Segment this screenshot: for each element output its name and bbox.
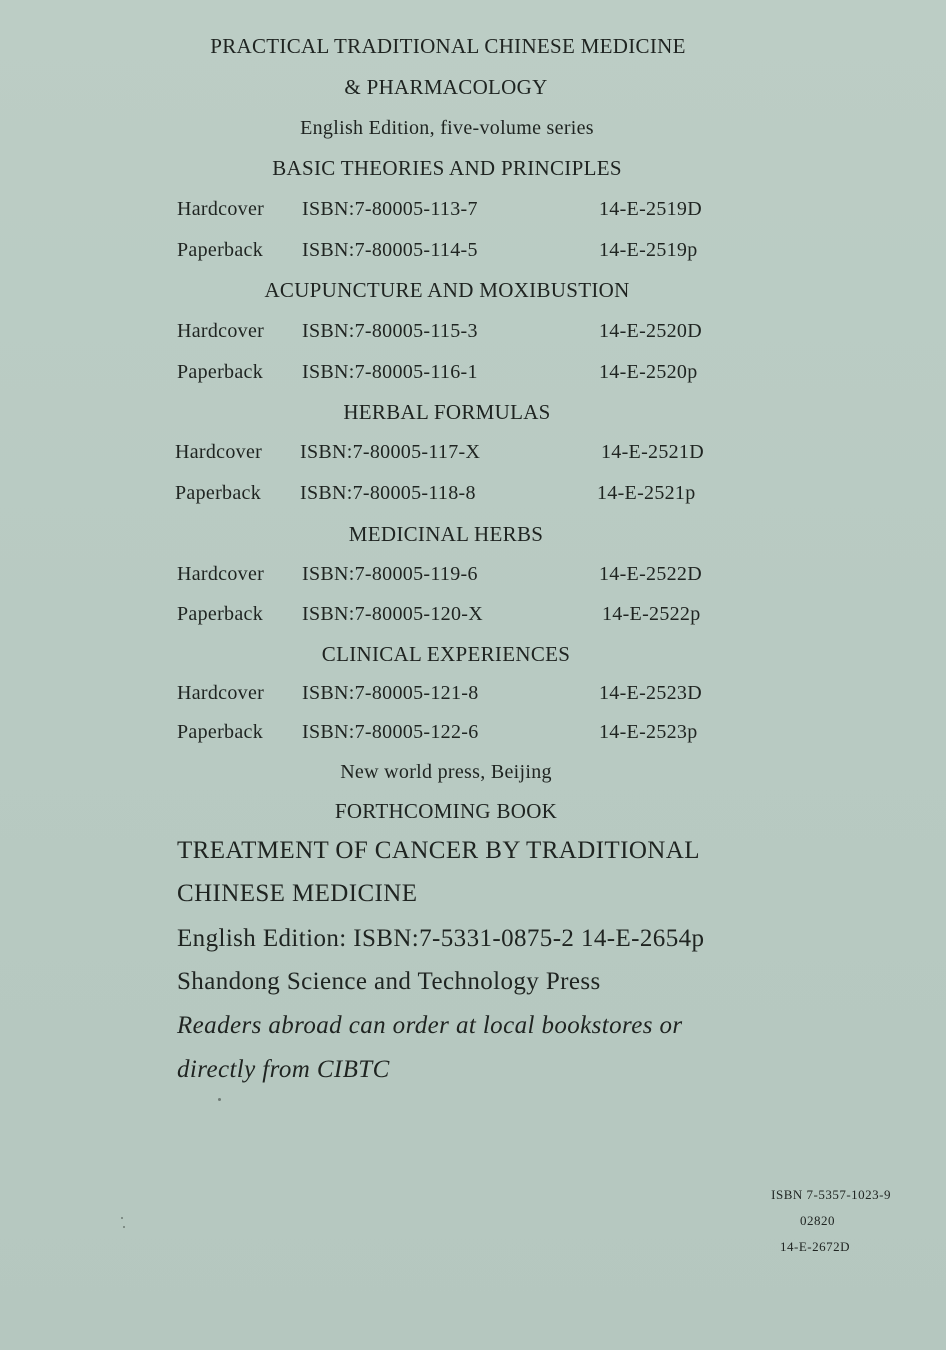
paper-speck xyxy=(121,1217,123,1219)
entry-code: 14-E-2519D xyxy=(599,198,702,220)
volume-title: MEDICINAL HERBS xyxy=(348,522,544,546)
volume-entry xyxy=(0,320,946,348)
entry-isbn: ISBN:7-80005-114-5 xyxy=(302,239,478,261)
entry-format: Hardcover xyxy=(177,198,265,220)
entry-format: Paperback xyxy=(175,482,261,504)
volume-title: HERBAL FORMULAS xyxy=(343,400,551,424)
volume-entry xyxy=(0,721,946,749)
order-note-line1: Readers abroad can order at local bookstores or xyxy=(177,1012,683,1039)
entry-format: Paperback xyxy=(177,721,263,743)
entry-isbn: ISBN:7-80005-122-6 xyxy=(302,721,479,743)
forthcoming-heading: FORTHCOMING BOOK xyxy=(334,799,558,823)
forthcoming-publisher: Shandong Science and Technology Press xyxy=(177,968,601,995)
entry-code: 14-E-2523D xyxy=(599,682,702,704)
entry-code: 14-E-2522p xyxy=(602,603,701,625)
entry-format: Hardcover xyxy=(175,441,263,463)
forthcoming-title-line2: CHINESE MEDICINE xyxy=(177,880,418,907)
volume-entry xyxy=(0,682,946,710)
back-code: 14-E-2672D xyxy=(780,1239,850,1254)
publisher: New world press, Beijing xyxy=(340,761,552,783)
forthcoming-title-line1: TREATMENT OF CANCER BY TRADITIONAL xyxy=(177,837,700,864)
volume-entry xyxy=(0,482,946,510)
volume-entry xyxy=(0,239,946,267)
entry-isbn: ISBN:7-80005-115-3 xyxy=(302,320,478,342)
entry-format: Hardcover xyxy=(177,682,265,704)
entry-format: Paperback xyxy=(177,361,263,383)
entry-isbn: ISBN:7-80005-121-8 xyxy=(302,682,479,704)
entry-format: Paperback xyxy=(177,603,263,625)
series-edition: English Edition, five-volume series xyxy=(300,117,594,139)
entry-isbn: ISBN:7-80005-120-X xyxy=(302,603,483,625)
entry-format: Hardcover xyxy=(177,563,265,585)
entry-isbn: ISBN:7-80005-119-6 xyxy=(302,563,478,585)
paper-speck xyxy=(218,1098,221,1101)
entry-isbn: ISBN:7-80005-118-8 xyxy=(300,482,476,504)
entry-code: 14-E-2523p xyxy=(599,721,698,743)
order-note-line2: directly from CIBTC xyxy=(177,1056,390,1083)
entry-format: Paperback xyxy=(177,239,263,261)
volume-entry xyxy=(0,361,946,389)
volume-title: ACUPUNCTURE AND MOXIBUSTION xyxy=(264,278,630,302)
volume-entry xyxy=(0,441,946,469)
entry-code: 14-E-2522D xyxy=(599,563,702,585)
entry-isbn: ISBN:7-80005-117-X xyxy=(300,441,481,463)
entry-code: 14-E-2520p xyxy=(599,361,698,383)
entry-code: 14-E-2519p xyxy=(599,239,698,261)
volume-entry xyxy=(0,563,946,591)
entry-format: Hardcover xyxy=(177,320,265,342)
entry-code: 14-E-2521D xyxy=(601,441,704,463)
volume-title: BASIC THEORIES AND PRINCIPLES xyxy=(272,156,622,180)
entry-isbn: ISBN:7-80005-116-1 xyxy=(302,361,478,383)
back-number: 02820 xyxy=(800,1213,835,1228)
volume-title: CLINICAL EXPERIENCES xyxy=(321,642,571,666)
paper-speck xyxy=(123,1226,125,1228)
entry-code: 14-E-2521p xyxy=(597,482,696,504)
entry-code: 14-E-2520D xyxy=(599,320,702,342)
volume-entry xyxy=(0,198,946,226)
back-isbn: ISBN 7-5357-1023-9 xyxy=(771,1187,891,1202)
series-title-line2: & PHARMACOLOGY xyxy=(344,75,548,99)
entry-isbn: ISBN:7-80005-113-7 xyxy=(302,198,478,220)
forthcoming-edition: English Edition: ISBN:7-5331-0875-2 14-E-2654p xyxy=(177,925,705,952)
volume-entry xyxy=(0,603,946,631)
series-title-line1: PRACTICAL TRADITIONAL CHINESE MEDICINE xyxy=(210,34,686,58)
